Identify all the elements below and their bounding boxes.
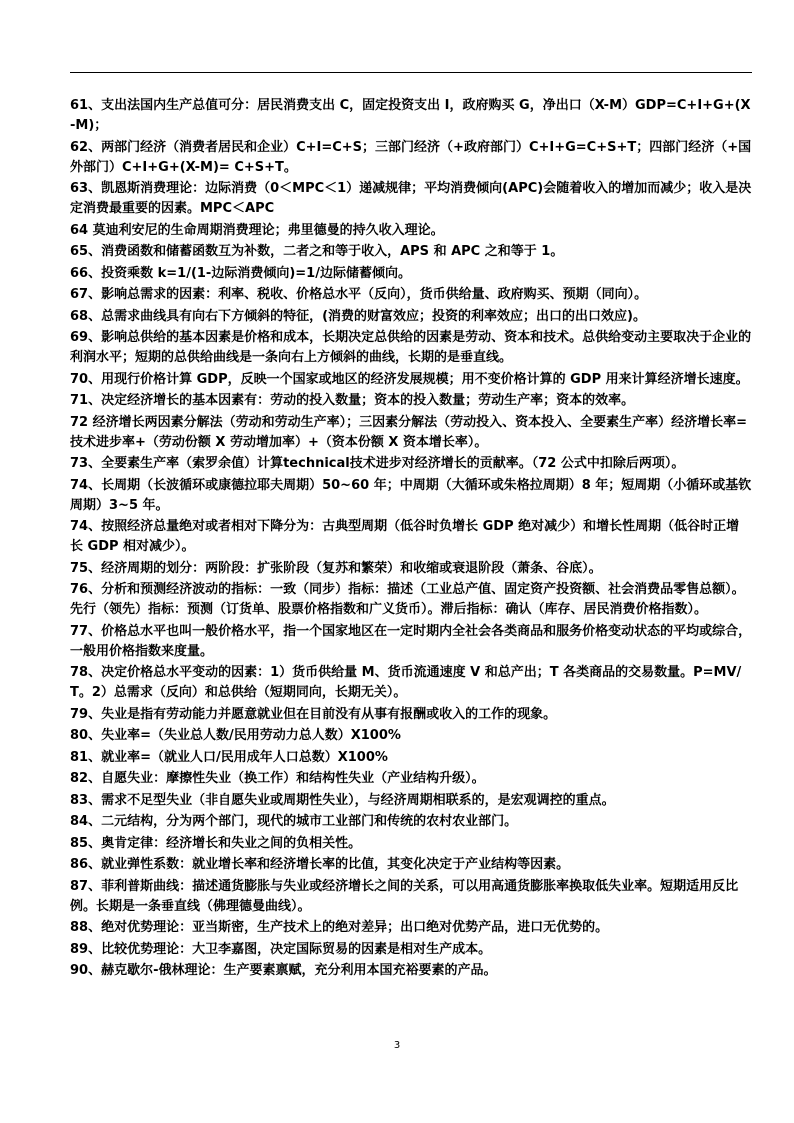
list-item: 62、两部门经济（消费者居民和企业）C+I=C+S；三部门经济（+政府部门）C+I+G=C+S+T；四部门经济（+国外部门）C+I+G+(X-M)= C+S+T。 [70,139,752,175]
list-item: 84、二元结构，分为两个部门，现代的城市工业部门和传统的农村农业部门。 [70,814,518,829]
list-item: 80、失业率=（失业总人数/民用劳动力总人数）X100% [70,728,401,743]
list-item: 74、按照经济总量绝对或者相对下降分为：古典型周期（低谷时负增长 GDP 绝对减少）和增长性周期（低谷时正增长 GDP 相对减少）。 [70,519,740,554]
list-item: 65、消费函数和储蓄函数互为补数，二者之和等于收入，APS 和 APC 之和等于 1。 [70,244,564,259]
list-item: 74、长周期（长波循环或康德拉耶夫周期）50~60 年；中周期（大循环或朱格拉周期）8 年；短周期（小循环或基钦周期）3~5 年。 [70,477,752,513]
header-rule [70,72,752,73]
list-item: 71、决定经济增长的基本因素有：劳动的投入数量；资本的投入数量；劳动生产率；资本的效率。 [70,393,635,408]
list-item: 68、总需求曲线具有向右下方倾斜的特征，(消费的财富效应；投资的利率效应；出口的出口效应)。 [70,308,646,324]
list-item: 73、全要素生产率（索罗余值）计算technical技术进步对经济增长的贡献率。（72 公式中扣除后两项）。 [70,456,685,471]
list-item: 82、自愿失业：摩擦性失业（换工作）和结构性失业（产业结构升级）。 [70,771,485,786]
list-item: 88、绝对优势理论：亚当斯密，生产技术上的绝对差异；出口绝对优势产品，进口无优势的。 [70,920,609,935]
list-item: 72 经济增长两因素分解法（劳动和劳动生产率）；三因素分解法（劳动投入、资本投入、全要素生产率）经济增长率=技术进步率+（劳动份额 X 劳动增加率）+（资本份额 X 资本增长率）。 [70,414,748,450]
list-item: 76、分析和预测经济波动的指标：一致（同步）指标：描述（工业总产值、固定资产投资额、社会消费品零售总额）。先行（领先）指标：预测（订货单、股票价格指数和广义货币）。滞后指标：确认（库存、居民消费价格指数）。 [70,582,745,617]
list-item: 90、赫克歇尔-俄林理论：生产要素禀赋，充分利用本国充裕要素的产品。 [70,963,497,978]
list-item: 78、决定价格总水平变动的因素：1）货币供给量 M、货币流通速度 V 和总产出；T 各类商品的交易数量。P=MV/T。2）总需求（反向）和总供给（短期同向，长期无关）。 [70,665,742,700]
list-item: 64 莫迪利安尼的生命周期消费理论；弗里德曼的持久收入理论。 [70,222,444,238]
list-item: 66、投资乘数 k=1/(1-边际消费倾向)=1/边际储蓄倾向。 [70,265,411,281]
list-item: 63、凯恩斯消费理论：边际消费（0＜MPC＜1）递减规律；平均消费倾向(APC)会随着收入的增加而减少；收入是决定消费最重要的因素。MPC＜APC [70,181,752,216]
list-item: 67、影响总需求的因素：利率、税收、价格总水平（反向），货币供给量、政府购买、预期（同向）。 [70,287,648,302]
list-item: 89、比较优势理论：大卫李嘉图，决定国际贸易的因素是相对生产成本。 [70,941,492,957]
list-item: 61、支出法国内生产总值可分：居民消费支出 C，固定投资支出 I，政府购买 G，净出口（X-M）GDP=C+I+G+(X-M)； [70,98,751,133]
list-item: 85、奥肯定律：经济增长和失业之间的负相关性。 [70,835,362,851]
list-item: 75、经济周期的划分：两阶段：扩张阶段（复苏和繁荣）和收缩或衰退阶段（萧条、谷底）。 [70,560,602,576]
list-item: 79、失业是指有劳动能力并愿意就业但在目前没有从事有报酬或收入的工作的现象。 [70,706,557,722]
list-item: 86、就业弹性系数：就业增长率和经济增长率的比值，其变化决定于产业结构等因素。 [70,857,570,872]
list-item: 69、影响总供给的基本因素是价格和成本，长期决定总供给的因素是劳动、资本和技术。总供给变动主要取决于企业的利润水平；短期的总供给曲线是一条向右上方倾斜的曲线，长期的是垂直线。 [70,330,752,365]
list-item: 77、价格总水平也叫一般价格水平，指一个国家地区在一定时期内全社会各类商品和服务价格变动状态的平均或综合，一般用价格指数来度量。 [70,623,752,659]
list-item: 83、需求不足型失业（非自愿失业或周期性失业），与经济周期相联系的，是宏观调控的重点。 [70,792,615,808]
list-item: 81、就业率=（就业人口/民用成年人口总数）X100% [70,749,388,765]
page-number: 3 [393,1040,401,1051]
list-item: 70、用现行价格计算 GDP，反映一个国家或地区的经济发展规模；用不变价格计算的 GDP 用来计算经济增长速度。 [70,371,749,387]
list-item: 87、菲利普斯曲线：描述通货膨胀与失业或经济增长之间的关系，可以用高通货膨胀率换取低失业率。短期适用反比例。长期是一条垂直线（佛理德曼曲线）。 [70,878,739,914]
document-body [70,96,752,983]
